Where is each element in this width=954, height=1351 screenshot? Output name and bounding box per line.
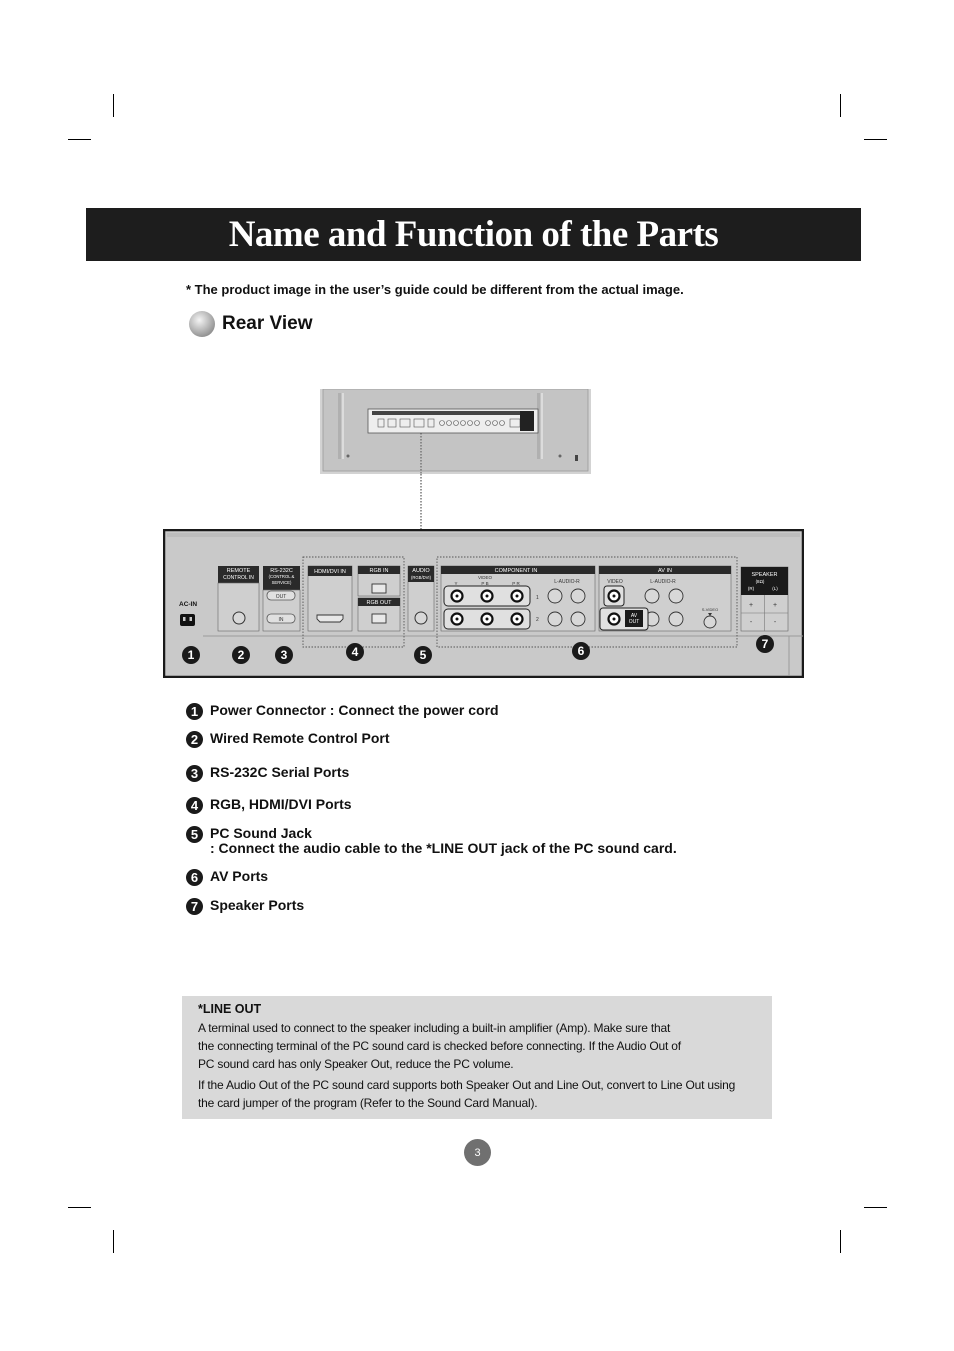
svg-text:(8Ω): (8Ω) — [755, 579, 765, 584]
list-item — [186, 731, 390, 748]
svg-text:IN: IN — [278, 617, 284, 623]
svg-text:-: - — [749, 619, 753, 626]
number-badge: 1 — [186, 703, 203, 720]
number-badge: 6 — [186, 869, 203, 886]
item-description: : Connect the audio cable to the *LINE OUT jack of the PC sound card. — [210, 840, 677, 856]
svg-text:L-AUDIO-R: L-AUDIO-R — [554, 579, 580, 585]
crop-mark — [840, 1230, 841, 1253]
svg-text:(CONTROL &: (CONTROL & — [268, 574, 295, 579]
hdmi-port — [317, 615, 343, 622]
rs232c-label: RS-232C — [270, 568, 293, 574]
page-title: Name and Function of the Parts — [228, 214, 719, 255]
ac-in-label: AC-IN — [179, 601, 198, 608]
remote-jack — [233, 612, 245, 624]
list-item — [186, 826, 677, 856]
rgb-out-label: RGB OUT — [366, 600, 392, 606]
section-heading — [189, 311, 312, 337]
svg-text:(RGB/DVI): (RGB/DVI) — [410, 575, 432, 580]
title-bar — [86, 208, 861, 261]
svg-text:OUT: OUT — [275, 594, 287, 600]
number-badge: 7 — [186, 898, 203, 915]
component-label: COMPONENT IN — [494, 568, 538, 574]
section-title: Rear View — [222, 313, 313, 334]
callout-2: 2 — [237, 648, 245, 662]
item-label: RS-232C Serial Ports — [210, 764, 350, 780]
item-label: Speaker Ports — [210, 897, 305, 913]
note-heading: *LINE OUT — [198, 1002, 262, 1016]
item-label: Power Connector : Connect the power cord — [210, 702, 499, 718]
callout-5: 5 — [419, 648, 427, 662]
svg-text:OUT: OUT — [628, 619, 640, 625]
svg-text:VIDEO: VIDEO — [607, 579, 623, 585]
svg-text:+: + — [748, 602, 754, 609]
item-label: Wired Remote Control Port — [210, 730, 390, 746]
callout-4: 4 — [351, 645, 359, 659]
list-item — [186, 797, 352, 814]
list-item — [186, 765, 349, 782]
svg-text:(R): (R) — [747, 586, 755, 591]
svg-text:+: + — [772, 602, 778, 609]
item-label: AV Ports — [210, 868, 269, 884]
svg-text:S-VIDEO: S-VIDEO — [701, 607, 719, 612]
line-out-note — [182, 996, 772, 1119]
item-label: PC Sound Jack — [210, 825, 312, 841]
rear-view-thumbnail — [320, 389, 591, 474]
number-badge: 2 — [186, 731, 203, 748]
callout-6: 6 — [577, 644, 585, 658]
rgb-in-label: RGB IN — [369, 568, 389, 574]
hdmi-label: HDMI/DVI IN — [314, 569, 346, 575]
callout-7: 7 — [761, 637, 769, 651]
svg-text:P B: P B — [481, 581, 489, 586]
list-item — [186, 703, 499, 720]
list-item — [186, 898, 304, 915]
number-badge: 5 — [186, 826, 203, 843]
connector-line — [418, 474, 424, 530]
svg-text:L-AUDIO-R: L-AUDIO-R — [650, 579, 676, 585]
svg-text:VIDEO: VIDEO — [477, 575, 493, 580]
ac-in-port — [180, 614, 195, 626]
crop-mark — [840, 94, 841, 117]
item-label: RGB, HDMI/DVI Ports — [210, 796, 352, 812]
svg-text:AV: AV — [630, 613, 638, 619]
svg-text:P R: P R — [512, 581, 520, 586]
note-paragraph: If the Audio Out of the PC sound card supports both Speaker Out and Line Out, convert to Line Out using the card jumper of the program (Refer to the Sound Card Manual). — [198, 1078, 736, 1110]
audio-jack — [415, 612, 427, 624]
crop-mark — [68, 139, 91, 140]
crop-mark — [113, 1230, 114, 1253]
image-disclaimer: * The product image in the user’s guide could be different from the actual image. — [186, 282, 684, 297]
sphere-bullet-icon — [189, 311, 215, 337]
callout-3: 3 — [280, 648, 288, 662]
audio-label: AUDIO — [412, 568, 430, 574]
number-badge: 4 — [186, 797, 203, 814]
svg-text:CONTROL IN: CONTROL IN — [223, 575, 254, 581]
page-number: 3 — [464, 1139, 491, 1166]
av-in-label: AV IN — [658, 568, 672, 574]
callout-1: 1 — [187, 648, 195, 662]
crop-mark — [864, 139, 887, 140]
rear-panel-diagram — [163, 529, 804, 678]
svg-text:-: - — [773, 619, 777, 626]
svg-text:2: 2 — [536, 617, 539, 623]
svg-text:(L): (L) — [772, 586, 778, 591]
crop-mark — [113, 94, 114, 117]
remote-label: REMOTE — [226, 568, 251, 574]
note-paragraph: A terminal used to connect to the speaker including a built-in amplifier (Amp). Make sure that the connecting terminal of the PC sound card is checked before connecting. If the Audio Out of PC sound card has only Speaker Out, reduce the PC volume. — [198, 1021, 681, 1071]
svg-text:SERVICE): SERVICE) — [271, 580, 292, 585]
crop-mark — [864, 1207, 887, 1208]
speaker-label: SPEAKER — [751, 572, 778, 578]
svg-text:1: 1 — [536, 595, 539, 601]
svg-text:Y: Y — [454, 581, 458, 586]
list-item — [186, 869, 268, 886]
number-badge: 3 — [186, 765, 203, 782]
crop-mark — [68, 1207, 91, 1208]
